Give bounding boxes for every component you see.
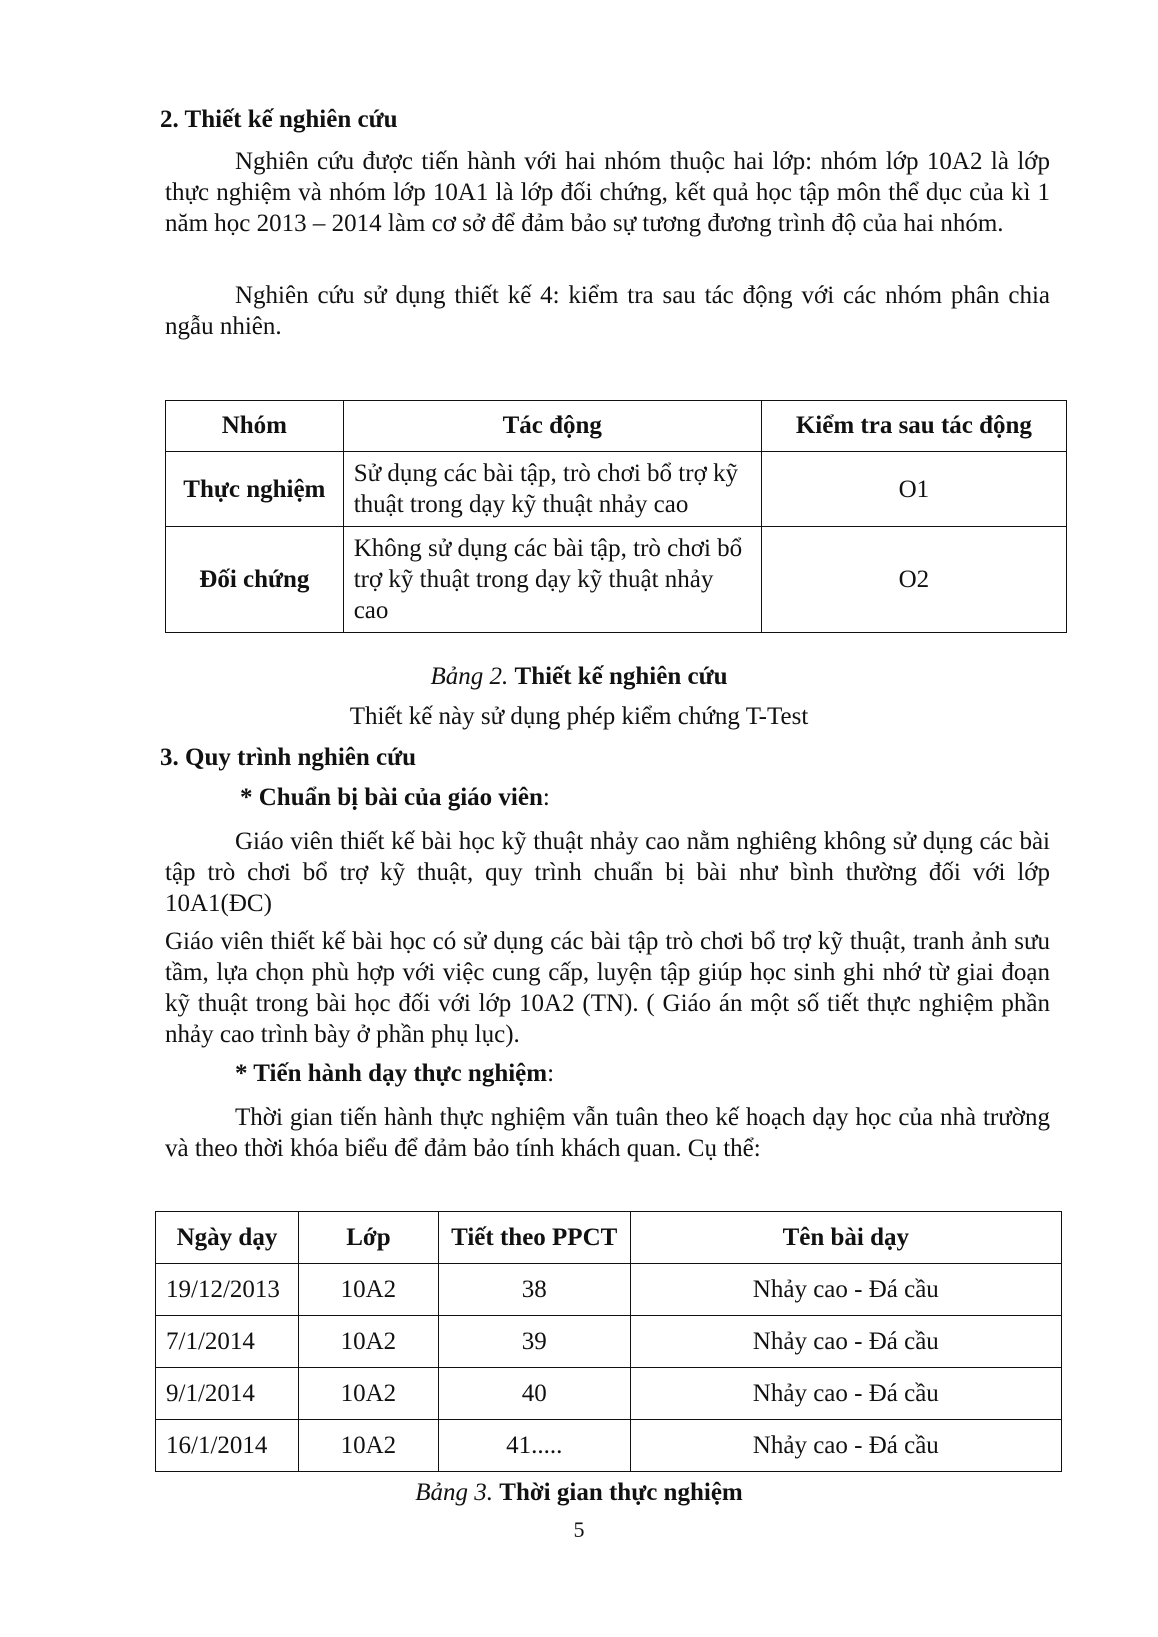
date-cell: 19/12/2013 — [156, 1264, 299, 1316]
lesson-cell: Nhảy cao - Đá cầu — [630, 1368, 1061, 1420]
column-header: Nhóm — [166, 401, 344, 452]
action-cell: Không sử dụng các bài tập, trò chơi bổ trợ kỹ thuật trong dạy kỹ thuật nhảy cao — [343, 527, 761, 633]
table-row — [156, 1316, 1062, 1368]
lesson-cell: Nhảy cao - Đá cầu — [630, 1420, 1061, 1472]
class-cell: 10A2 — [298, 1264, 438, 1316]
caption-title: Thiết kế nghiên cứu — [514, 663, 728, 690]
column-header: Kiểm tra sau tác động — [761, 401, 1066, 452]
class-cell: 10A2 — [298, 1316, 438, 1368]
subheading-text: * Chuẩn bị bài của giáo viên — [240, 784, 543, 811]
date-cell: 7/1/2014 — [156, 1316, 299, 1368]
lesson-cell: Nhảy cao - Đá cầu — [630, 1264, 1061, 1316]
table-3-caption — [0, 1477, 1158, 1508]
section-3-paragraph-2: Giáo viên thiết kế bài học có sử dụng các bài tập trò chơi bổ trợ kỹ thuật, tranh ảnh sưu tầm, lựa chọn phù hợp với việc cung cấp, luyện tập giúp học sinh ghi nhớ từ giai đoạn kỹ thuật trong bài học đối với lớp 10A2 (TN). ( Giáo án một số tiết thực nghiệm phần nhảy cao trình bày ở phần phụ lục). — [165, 928, 1050, 1048]
ttest-note: Thiết kế này sử dụng phép kiểm chứng T-Test — [349, 703, 809, 730]
subheading-teaching — [235, 1060, 554, 1088]
schedule-table — [155, 1211, 1062, 1472]
date-cell: 16/1/2014 — [156, 1420, 299, 1472]
date-cell: 9/1/2014 — [156, 1368, 299, 1420]
subheading-text: * Tiến hành dạy thực nghiệm — [235, 1060, 548, 1087]
group-cell: Thực nghiệm — [166, 452, 344, 527]
section-2-paragraph-2: Nghiên cứu sử dụng thiết kế 4: kiểm tra sau tác động với các nhóm phân chia ngẫu nhiên. — [165, 282, 1050, 340]
period-cell: 41..... — [438, 1420, 630, 1472]
action-cell: Sử dụng các bài tập, trò chơi bổ trợ kỹ thuật trong dạy kỹ thuật nhảy cao — [343, 452, 761, 527]
design-table — [165, 400, 1067, 633]
subheading-preparation — [240, 784, 550, 812]
column-header: Tiết theo PPCT — [438, 1212, 630, 1264]
group-cell: Đối chứng — [166, 527, 344, 633]
class-cell: 10A2 — [298, 1420, 438, 1472]
section-3-paragraph-3: Thời gian tiến hành thực nghiệm vẫn tuân theo kế hoạch dạy học của nhà trường và theo thời khóa biểu để đảm bảo tính khách quan. Cụ thể: — [165, 1104, 1050, 1162]
period-cell: 38 — [438, 1264, 630, 1316]
subheading-colon: : — [542, 784, 550, 811]
caption-title: Thời gian thực nghiệm — [499, 1479, 743, 1506]
page-number: 5 — [573, 1517, 585, 1542]
section-2-paragraph-1: Nghiên cứu được tiến hành với hai nhóm thuộc hai lớp: nhóm lớp 10A2 là lớp thực nghiệm và nhóm lớp 10A1 là lớp đối chứng, kết quả học tập môn thể dục của kì 1 năm học 2013 – 2014 làm cơ sở để đảm bảo sự tương đương trình độ của hai nhóm. — [165, 148, 1050, 237]
table-row — [166, 527, 1067, 633]
column-header: Lớp — [298, 1212, 438, 1264]
table-row — [156, 1368, 1062, 1420]
section-3-heading: 3. Quy trình nghiên cứu — [160, 744, 417, 771]
column-header: Tác động — [343, 401, 761, 452]
caption-label: Bảng 2. — [430, 663, 509, 690]
caption-label: Bảng 3. — [415, 1479, 494, 1506]
table-header-row — [156, 1212, 1062, 1264]
table-header-row — [166, 401, 1067, 452]
check-cell: O1 — [761, 452, 1066, 527]
table-row — [156, 1420, 1062, 1472]
column-header: Ngày dạy — [156, 1212, 299, 1264]
table-row — [156, 1264, 1062, 1316]
class-cell: 10A2 — [298, 1368, 438, 1420]
table-row — [166, 452, 1067, 527]
period-cell: 39 — [438, 1316, 630, 1368]
section-2-heading: 2. Thiết kế nghiên cứu — [160, 106, 398, 133]
subheading-colon: : — [547, 1060, 555, 1087]
table-2-caption — [0, 661, 1158, 692]
section-3-paragraph-1: Giáo viên thiết kế bài học kỹ thuật nhảy cao nằm nghiêng không sử dụng các bài tập trò chơi bổ trợ kỹ thuật, quy trình chuẩn bị bài như bình thường đối với lớp 10A1(ĐC) — [165, 828, 1050, 917]
column-header: Tên bài dạy — [630, 1212, 1061, 1264]
lesson-cell: Nhảy cao - Đá cầu — [630, 1316, 1061, 1368]
period-cell: 40 — [438, 1368, 630, 1420]
check-cell: O2 — [761, 527, 1066, 633]
